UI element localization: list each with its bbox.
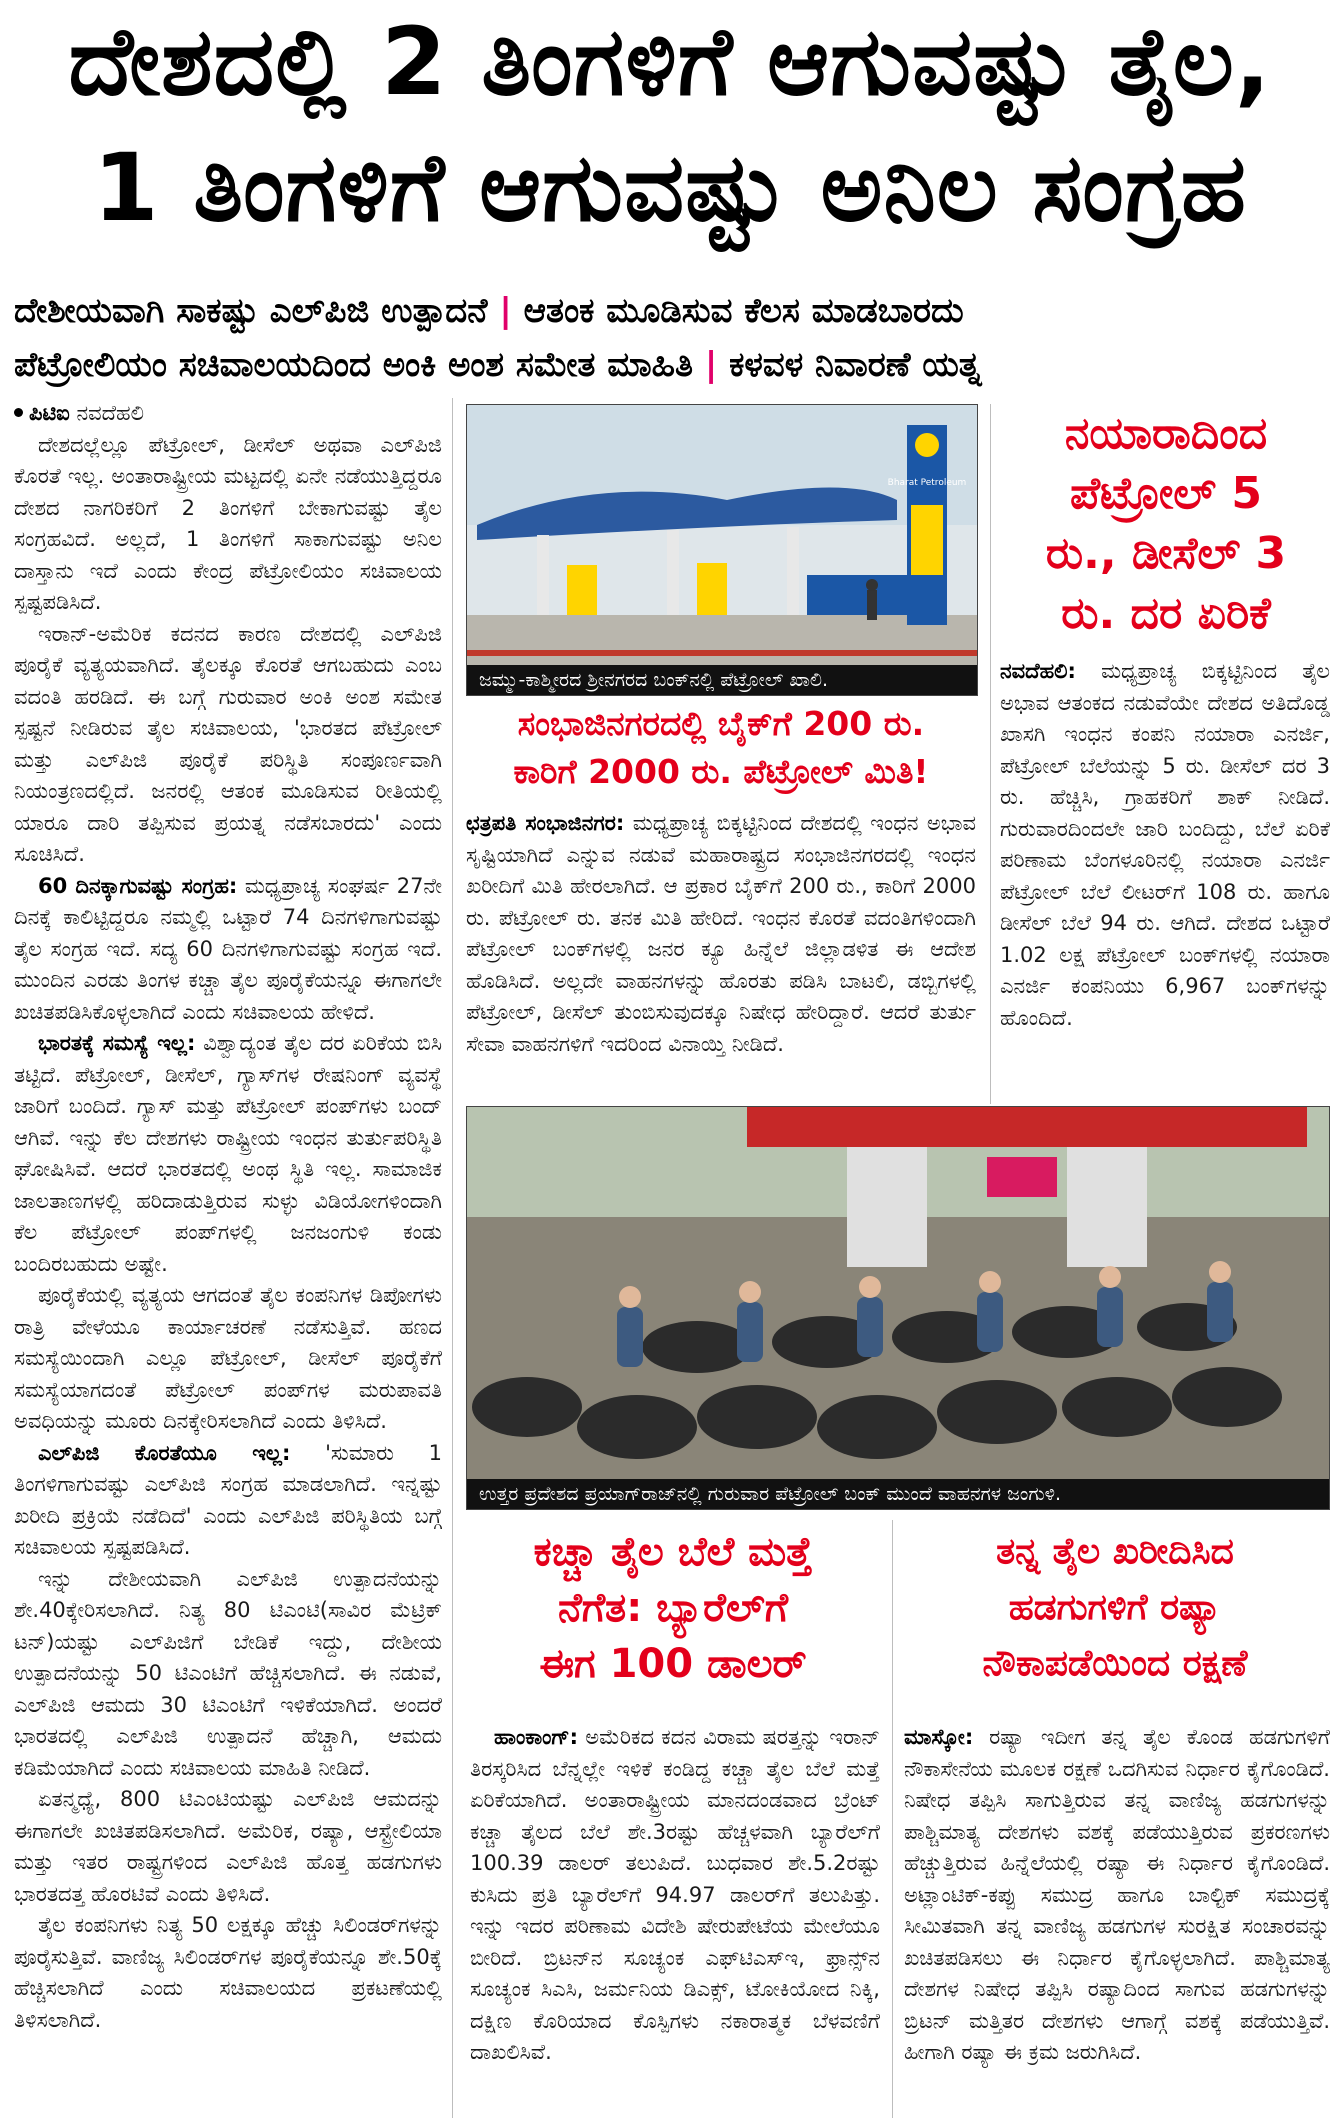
section-text: ಏತನ್ಮಧ್ಯೆ, 800 ಟಿಎಂಟಿಯಷ್ಟು ಎಲ್‌ಪಿಜಿ ಆಮದನ್ನು ಈಗಾಗಲೇ ಖಚಿತಪಡಿಸಲಾಗಿದೆ. ಅಮೆರಿಕ, ರಷ್ಯಾ, ಆಸ್ಟ್ರೇಲಿಯಾ ಮತ್ತು ಇತರ ರಾಷ್ಟ್ರಗಳಿಂದ ಎಲ್‌ಪಿಜಿ ಹೊತ್ತ ಹಡಗುಗಳು ಭಾರತದತ್ತ ಹೊರಟಿವೆ ಎಂದು ತಿಳಿಸಿದೆ. [14, 1787, 442, 1906]
crude-dateline: ಹಾಂಕಾಂಗ್: [494, 1725, 578, 1749]
crude-text: ಅಮೆರಿಕದ ಕದನ ವಿರಾಮ ಷರತ್ತನ್ನು ಇರಾನ್ ತಿರಸ್ಕರಿಸಿದ ಬೆನ್ನಲ್ಲೇ ಇಳಿಕೆ ಕಂಡಿದ್ದ ಕಚ್ಚಾ ತೈಲ ಬೆಲೆ ಮತ್ತೆ ಏರಿಕೆಯಾಗಿದೆ. ಅಂತಾರಾಷ್ಟ್ರೀಯ ಮಾನದಂಡವಾದ ಬ್ರೆಂಟ್ ಕಚ್ಚಾ ತೈಲದ ಬೆಲೆ ಶೇ.3ರಷ್ಟು ಹೆಚ್ಚಳವಾಗಿ ಬ್ಯಾರೆಲ್‌ಗೆ 100.39 ಡಾಲರ್ ತಲುಪಿದೆ. ಬುಧವಾರ ಶೇ.5.2ರಷ್ಟು ಕುಸಿದು ಪ್ರತಿ ಬ್ಯಾರೆಲ್‌ಗೆ 94.97 ಡಾಲರ್‌ಗೆ ತಲುಪಿತ್ತು. ಇನ್ನು ಇದರ ಪರಿಣಾಮ ವಿದೇಶಿ ಷೇರುಪೇಟೆಯ ಮೇಲೆಯೂ ಬೀರಿದೆ. ಬ್ರಿಟನ್‌ನ ಸೂಚ್ಯಂಕ ಎಫ್‌ಟಿಎಸ್‌ಇ, ಫ್ರಾನ್ಸ್‌ನ ಸೂಚ್ಯಂಕ ಸಿಎಸಿ, ಜರ್ಮನಿಯ ಡಿಎಕ್ಸ್, ಟೋಕಿಯೋದ ನಿಕ್ಕಿ, ದಕ್ಷಿಣ ಕೊರಿಯಾದ ಕೊಸ್ಪಿಗಳು ನಕಾರಾತ್ಮಕ ಬೆಳವಣಿಗೆ ದಾಖಲಿಸಿವೆ. [470, 1725, 880, 2064]
main-section-4 [14, 1438, 442, 1564]
section-text: 'ಸುಮಾರು 1 ತಿಂಗಳಿಗಾಗುವಷ್ಟು ಎಲ್‌ಪಿಜಿ ಸಂಗ್ರಹ ಮಾಡಲಾಗಿದೆ. ಇನ್ನಷ್ಟು ಖರೀದಿ ಪ್ರಕ್ರಿಯೆ ನಡೆದಿದೆ' ಎಂದು ಎಲ್‌ಪಿಜಿ ಪರಿಸ್ಥಿತಿಯ ಬಗ್ಗೆ ಸಚಿವಾಲಯ ಸ್ಪಷ್ಟಪಡಿಸಿದೆ. [14, 1440, 442, 1559]
subhead-1-right: ಆತಂಕ ಮೂಡಿಸುವ ಕೆಲಸ ಮಾಡಬಾರದು [523, 291, 964, 331]
section-text: ತೈಲ ಕಂಪನಿಗಳು ನಿತ್ಯ 50 ಲಕ್ಷಕ್ಕೂ ಹೆಚ್ಚು ಸಿಲಿಂಡರ್‌ಗಳನ್ನು ಪೂರೈಸುತ್ತಿವೆ. ವಾಣಿಜ್ಯ ಸಿಲಿಂಡರ್‌ಗಳ ಪೂರೈಕೆಯನ್ನೂ ಶೇ.50ಕ್ಕೆ ಹೆಚ್ಚಿಸಲಾಗಿದೆ ಎಂದು ಸಚಿವಾಲಯದ ಪ್ರಕಟಣೆಯಲ್ಲಿ ತಿಳಿಸಲಾಗಿದೆ. [14, 1913, 442, 2032]
russia-headline-line-2: ಹಡಗುಗಳಿಗೆ ರಷ್ಯಾ [1008, 1587, 1222, 1628]
column-divider [452, 398, 453, 2118]
petrol-pump-photo [466, 404, 978, 696]
section-text: ಪೂರೈಕೆಯಲ್ಲಿ ವ್ಯತ್ಯಯ ಆಗದಂತೆ ತೈಲ ಕಂಪನಿಗಳ ಡಿಪೋಗಳು ರಾತ್ರಿ ವೇಳೆಯೂ ಕಾರ್ಯಾಚರಣೆ ನಡೆಸುತ್ತಿವೆ. ಹಣದ ಸಮಸ್ಯೆಯಿಂದಾಗಿ ಎಲ್ಲೂ ಪೆಟ್ರೋಲ್, ಡೀಸೆಲ್ ಪೂರೈಕೆಗೆ ಸಮಸ್ಯೆಯಾಗದಂತೆ ಪೆಟ್ರೋಲ್ ಪಂಪ್‌ಗಳ ಮರುಪಾವತಿ ಅವಧಿಯನ್ನು ಮೂರು ದಿನಕ್ಕೇರಿಸಲಾಗಿದೆ ಎಂದು ತಿಳಿಸಿದೆ. [14, 1283, 442, 1433]
petrol-pump-illustration [467, 405, 977, 695]
headline-line-1: ದೇಶದಲ್ಲಿ 2 ತಿಂಗಳಿಗೆ ಆಗುವಷ್ಟು ತೈಲ, [68, 8, 1272, 117]
main-section-1 [14, 871, 442, 1029]
russia-headline-line-3: ನೌಕಾಪಡೆಯಿಂದ ರಕ್ಷಣೆ [982, 1643, 1248, 1684]
section-lead: ಎಲ್‌ಪಿಜಿ ಕೊರತೆಯೂ ಇಲ್ಲ: [38, 1440, 291, 1465]
pump-sign-label: Bharat Petroleum [887, 478, 967, 488]
nayara-story [1000, 656, 1330, 1096]
russia-headline-line-1: ತನ್ನ ತೈಲ ಖರೀದಿಸಿದ [996, 1531, 1234, 1572]
subhead-2-left: ಪೆಟ್ರೋಲಿಯಂ ಸಚಿವಾಲಯದಿಂದ ಅಂಕಿ ಅಂಶ ಸಮೇತ ಮಾಹಿತಿ [14, 345, 694, 385]
headline-line-2: 1 ತಿಂಗಳಿಗೆ ಆಗುವಷ್ಟು ಅನಿಲ ಸಂಗ್ರಹ [93, 134, 1247, 243]
column-divider [990, 404, 991, 1104]
main-section-7 [14, 1910, 442, 2036]
main-paragraph-2: ಇರಾನ್-ಅಮೆರಿಕ ಕದನದ ಕಾರಣ ದೇಶದಲ್ಲಿ ಎಲ್‌ಪಿಜಿ ಪೂರೈಕೆ ವ್ಯತ್ಯಯವಾಗಿದೆ. ತೈಲಕ್ಕೂ ಕೊರತೆ ಆಗಬಹುದು ಎಂಬ ವದಂತಿ ಹರಡಿದೆ. ಈ ಬಗ್ಗೆ ಗುರುವಾರ ಅಂಕಿ ಅಂಶ ಸಮೇತ ಸ್ಪಷ್ಟನೆ ನೀಡಿರುವ ತೈಲ ಸಚಿವಾಲಯ, 'ಭಾರತದ ಪೆಟ್ರೋಲ್ ಮತ್ತು ಎಲ್‌ಪಿಜಿ ಪೂರೈಕೆ ಪರಿಸ್ಥಿತಿ ಸಂಪೂರ್ಣವಾಗಿ ನಿಯಂತ್ರಣದಲ್ಲಿದೆ. ಜನರಲ್ಲಿ ಆತಂಕ ಮೂಡಿಸುವ ರೀತಿಯಲ್ಲಿ ಯಾರೂ ದಾರಿ ತಪ್ಪಿಸುವ ಪ್ರಯತ್ನ ನಡೆಸಬಾರದು' ಎಂದು ಸೂಚಿಸಿದೆ. [14, 621, 442, 866]
bike-queue-illustration [467, 1107, 1329, 1509]
nayara-headline [996, 404, 1336, 644]
section-text: ಇನ್ನು ದೇಶೀಯವಾಗಿ ಎಲ್‌ಪಿಜಿ ಉತ್ಪಾದನೆಯನ್ನು ಶೇ.40ಕ್ಕೇರಿಸಲಾಗಿದೆ. ನಿತ್ಯ 80 ಟಿಎಂಟಿ(ಸಾವಿರ ಮೆಟ್ರಿಕ್ ಟನ್)ಯಷ್ಟು ಎಲ್‌ಪಿಜಿಗೆ ಬೇಡಿಕೆ ಇದ್ದು, ದೇಶೀಯ ಉತ್ಪಾದನೆಯನ್ನು 50 ಟಿಎಂಟಿಗೆ ಹೆಚ್ಚಿಸಲಾಗಿದೆ. ಈ ನಡುವೆ, ಎಲ್‌ಪಿಜಿ ಆಮದು 30 ಟಿಎಂಟಿಗೆ ಇಳಿಕೆಯಾಗಿದೆ. ಅಂದರೆ ಭಾರತದಲ್ಲಿ ಎಲ್‌ಪಿಜಿ ಉತ್ಪಾದನೆ ಹೆಚ್ಚಾಗಿ, ಆಮದು ಕಡಿಮೆಯಾಗಿದೆ ಎಂದು ಸಚಿವಾಲಯ ಮಾಹಿತಿ ನೀಡಿದೆ. [14, 1566, 442, 1780]
subhead-separator: | [704, 345, 718, 385]
nayara-headline-line-1: ನಯಾರಾದಿಂದ [1064, 408, 1268, 459]
sambhaji-story [466, 808, 976, 1098]
section-lead: ಭಾರತಕ್ಕೆ ಸಮಸ್ಯೆ ಇಲ್ಲ: [38, 1031, 196, 1055]
sambhaji-headline-line-2: ಕಾರಿಗೆ 2000 ರು. ಪೆಟ್ರೋಲ್ ಮಿತಿ! [513, 752, 929, 791]
photo2-caption: ಉತ್ತರ ಪ್ರದೇಶದ ಪ್ರಯಾಗ್‌ರಾಜ್‌ನಲ್ಲಿ ಗುರುವಾರ ಪೆಟ್ರೋಲ್ ಬಂಕ್ ಮುಂದೆ ವಾಹನಗಳ ಜಂಗುಳಿ. [467, 1479, 1329, 1509]
crude-headline [466, 1524, 880, 1692]
main-section-2 [14, 1028, 442, 1280]
section-text: ಮಧ್ಯಪ್ರಾಚ್ಯ ಸಂಘರ್ಷ 27ನೇ ದಿನಕ್ಕೆ ಕಾಲಿಟ್ಟಿದ್ದರೂ ನಮ್ಮಲ್ಲಿ ಒಟ್ಟಾರೆ 74 ದಿನಗಳಿಗಾಗುವಷ್ಟು ತೈಲ ಸಂಗ್ರಹ ಇದೆ. ಸದ್ಯ 60 ದಿನಗಳಿಗಾಗುವಷ್ಟು ಸಂಗ್ರಹ ಇದೆ. ಮುಂದಿನ ಎರಡು ತಿಂಗಳ ಕಚ್ಚಾ ತೈಲ ಪೂರೈಕೆಯನ್ನೂ ಈಗಾಗಲೇ ಖಚಿತಪಡಿಸಿಕೊಳ್ಳಲಾಗಿದೆ ಎಂದು ಸಚಿವಾಲಯ ಹೇಳಿದೆ. [14, 873, 442, 1024]
subhead-row-2 [14, 340, 1330, 390]
crude-headline-line-1: ಕಚ್ಚಾ ತೈಲ ಬೆಲೆ ಮತ್ತೆ [533, 1529, 813, 1575]
agency: ಪಿಟಿಐ [29, 401, 70, 425]
russia-headline [900, 1524, 1330, 1692]
subhead-separator: | [499, 291, 512, 331]
byline-place: ನವದೆಹಲಿ [76, 401, 144, 425]
section-lead: 60 ದಿನಕ್ಕಾಗುವಷ್ಟು ಸಂಗ್ರಹ: [38, 873, 238, 898]
subhead-2-right: ಕಳವಳ ನಿವಾರಣೆ ಯತ್ನ [729, 345, 982, 385]
section-text: ವಿಶ್ವಾದ್ಯಂತ ತೈಲ ದರ ಏರಿಕೆಯ ಬಿಸಿ ತಟ್ಟಿದೆ. ಪೆಟ್ರೋಲ್, ಡೀಸೆಲ್, ಗ್ಯಾಸ್‌ಗಳ ರೇಷನಿಂಗ್ ವ್ಯವಸ್ಥೆ ಜಾರಿಗೆ ಬಂದಿದೆ. ಗ್ಯಾಸ್ ಮತ್ತು ಪೆಟ್ರೋಲ್ ಪಂಪ್‌ಗಳು ಬಂದ್ ಆಗಿವೆ. ಇನ್ನು ಕೆಲ ದೇಶಗಳು ರಾಷ್ಟ್ರೀಯ ಇಂಧನ ತುರ್ತುಪರಿಸ್ಥಿತಿ ಘೋಷಿಸಿವೆ. ಆದರೆ ಭಾರತದಲ್ಲಿ ಅಂಥ ಸ್ಥಿತಿ ಇಲ್ಲ. ಸಾಮಾಜಿಕ ಜಾಲತಾಣಗಳಲ್ಲಿ ಹರಿದಾಡುತ್ತಿರುವ ಸುಳ್ಳು ವಿಡಿಯೋಗಳಿಂದಾಗಿ ಕೆಲ ಪೆಟ್ರೋಲ್ ಪಂಪ್‌ಗಳಲ್ಲಿ ಜನಜಂಗುಳಿ ಕಂಡು ಬಂದಿರಬಹುದು ಅಷ್ಟೇ. [14, 1031, 442, 1276]
bike-queue-photo [466, 1106, 1330, 1510]
sambhaji-headline [466, 700, 976, 796]
column-divider [892, 1520, 893, 2118]
main-paragraph-1: ದೇಶದಲ್ಲೆಲ್ಲೂ ಪೆಟ್ರೋಲ್, ಡೀಸೆಲ್ ಅಥವಾ ಎಲ್‌ಪಿಜಿ ಕೊರತೆ ಇಲ್ಲ. ಅಂತಾರಾಷ್ಟ್ರೀಯ ಮಟ್ಟದಲ್ಲಿ ಏನೇ ನಡೆಯುತ್ತಿದ್ದರೂ ದೇಶದ ನಾಗರಿಕರಿಗೆ 2 ತಿಂಗಳಿಗೆ ಬೇಕಾಗುವಷ್ಟು ತೈಲ ಸಂಗ್ರಹವಿದೆ. ಅಲ್ಲದೆ, 1 ತಿಂಗಳಿಗೆ ಸಾಕಾಗುವಷ್ಟು ಅನಿಲ ದಾಸ್ತಾನು ಇದೆ ಎಂದು ಕೇಂದ್ರ ಪೆಟ್ರೋಲಿಯಂ ಸಚಿವಾಲಯ ಸ್ಪಷ್ಟಪಡಿಸಿದೆ. [14, 432, 442, 614]
main-section-3 [14, 1280, 442, 1438]
sambhaji-text: ಮಧ್ಯಪ್ರಾಚ್ಯ ಬಿಕ್ಕಟ್ಟಿನಿಂದ ದೇಶದಲ್ಲಿ ಇಂಧನ ಅಭಾವ ಸೃಷ್ಟಿಯಾಗಿದೆ ಎನ್ನುವ ನಡುವೆ ಮಹಾರಾಷ್ಟ್ರದ ಸಂಭಾಜಿನಗರದಲ್ಲಿ ಇಂಧನ ಖರೀದಿಗೆ ಮಿತಿ ಹೇರಲಾಗಿದೆ. ಆ ಪ್ರಕಾರ ಬೈಕ್‌ಗೆ 200 ರು., ಕಾರಿಗೆ 2000 ರು. ಪೆಟ್ರೋಲ್ ರು. ತನಕ ಮಿತಿ ಹೇರಿದೆ. ಇಂಧನ ಕೊರತೆ ವದಂತಿಗಳಿಂದಾಗಿ ಪೆಟ್ರೋಲ್ ಬಂಕ್‌ಗಳಲ್ಲಿ ಜನರ ಕ್ಯೂ ಹಿನ್ನೆಲೆ ಜಿಲ್ಲಾಡಳಿತ ಈ ಆದೇಶ ಹೊಡಿಸಿದೆ. ಅಲ್ಲದೇ ವಾಹನಗಳನ್ನು ಹೊರತು ಪಡಿಸಿ ಬಾಟಲಿ, ಡಬ್ಬಿಗಳಲ್ಲಿ ಪೆಟ್ರೋಲ್, ಡೀಸೆಲ್ ತುಂಬಿಸುವುದಕ್ಕೂ ನಿಷೇಧ ಹೇರಿದ್ದಾರೆ. ಆದರೆ ತುರ್ತು ಸೇವಾ ವಾಹನಗಳಿಗೆ ಇದರಿಂದ ವಿನಾಯ್ತಿ ನೀಡಿದೆ. [466, 811, 976, 1056]
nayara-dateline: ನವದೆಹಲಿ: [1000, 659, 1076, 683]
crude-story [470, 1722, 880, 2118]
main-section-5 [14, 1564, 442, 1785]
nayara-text: ಮಧ್ಯಪ್ರಾಚ್ಯ ಬಿಕ್ಕಟ್ಟಿನಿಂದ ತೈಲ ಅಭಾವ ಆತಂಕದ ನಡುವೆಯೇ ದೇಶದ ಅತಿದೊಡ್ಡ ಖಾಸಗಿ ಇಂಧನ ಕಂಪನಿ ನಯಾರಾ ಎನರ್ಜಿ, ಪೆಟ್ರೋಲ್ ಬೆಲೆಯನ್ನು 5 ರು. ಡೀಸೆಲ್ ದರ 3 ರು. ಹೆಚ್ಚಿಸಿ, ಗ್ರಾಹಕರಿಗೆ ಶಾಕ್ ನೀಡಿದೆ. ಗುರುವಾರದಿಂದಲೇ ಜಾರಿ ಬಂದಿದ್ದು, ಬೆಲೆ ಏರಿಕೆ ಪರಿಣಾಮ ಬೆಂಗಳೂರಿನಲ್ಲಿ ನಯಾರಾ ಎನರ್ಜಿ ಪೆಟ್ರೋಲ್ ಬೆಲೆ ಲೀಟರ್‌ಗೆ 108 ರು. ಹಾಗೂ ಡೀಸೆಲ್ ಬೆಲೆ 94 ರು. ಆಗಿದೆ. ದೇಶದ ಒಟ್ಟಾರೆ 1.02 ಲಕ್ಷ ಪೆಟ್ರೋಲ್ ಬಂಕ್‌ಗಳಲ್ಲಿ ನಯಾರಾ ಎನರ್ಜಿ ಕಂಪನಿಯು 6,967 ಬಂಕ್‌ಗಳನ್ನು ಹೊಂದಿದೆ. [1000, 659, 1330, 1030]
subhead-1-left: ದೇಶೀಯವಾಗಿ ಸಾಕಷ್ಟು ಎಲ್‌ಪಿಜಿ ಉತ್ಪಾದನೆ [14, 291, 488, 331]
subhead-row-1 [14, 286, 1330, 336]
nayara-headline-line-2: ಪೆಟ್ರೋಲ್ 5 [1070, 468, 1262, 519]
byline [14, 398, 442, 430]
russia-dateline: ಮಾಸ್ಕೋ: [904, 1725, 974, 1749]
main-story [14, 398, 442, 2118]
photo1-caption: ಜಮ್ಮು-ಕಾಶ್ಮೀರದ ಶ್ರೀನಗರದ ಬಂಕ್‌ನಲ್ಲಿ ಪೆಟ್ರೋಲ್ ಖಾಲಿ. [467, 665, 977, 695]
nayara-headline-line-3: ರು., ಡೀಸೆಲ್ 3 [1045, 528, 1287, 579]
nayara-headline-line-4: ರು. ದರ ಏರಿಕೆ [1061, 588, 1271, 639]
russia-story [904, 1722, 1330, 2118]
sambhaji-dateline: ಛತ್ರಪತಿ ಸಂಭಾಜಿನಗರ: [466, 811, 625, 835]
crude-headline-line-2: ನೆಗೆತ: ಬ್ಯಾರೆಲ್‌ಗೆ [557, 1585, 789, 1631]
crude-headline-line-3: ಈಗ 100 ಡಾಲರ್ [539, 1641, 807, 1687]
sambhaji-headline-line-1: ಸಂಭಾಜಿನಗರದಲ್ಲಿ ಬೈಕ್‌ಗೆ 200 ರು. [517, 704, 925, 743]
main-section-6 [14, 1784, 442, 1910]
bullet-icon [14, 408, 23, 417]
russia-text: ರಷ್ಯಾ ಇದೀಗ ತನ್ನ ತೈಲ ಕೊಂಡ ಹಡಗುಗಳಿಗೆ ನೌಕಾಸೇನೆಯ ಮೂಲಕ ರಕ್ಷಣೆ ಒದಗಿಸುವ ನಿರ್ಧಾರ ಕೈಗೊಂಡಿದೆ. ನಿಷೇಧ ತಪ್ಪಿಸಿ ಸಾಗುತ್ತಿರುವ ತನ್ನ ವಾಣಿಜ್ಯ ಹಡಗುಗಳನ್ನು ಪಾಶ್ಚಿಮಾತ್ಯ ದೇಶಗಳು ವಶಕ್ಕೆ ಪಡೆಯುತ್ತಿರುವ ಪ್ರಕರಣಗಳು ಹೆಚ್ಚುತ್ತಿರುವ ಹಿನ್ನೆಲೆಯಲ್ಲಿ ರಷ್ಯಾ ಈ ನಿರ್ಧಾರ ಕೈಗೊಂಡಿದೆ. ಅಟ್ಲಾಂಟಿಕ್-ಕಪ್ಪು ಸಮುದ್ರ ಹಾಗೂ ಬಾಲ್ಟಿಕ್ ಸಮುದ್ರಕ್ಕೆ ಸೀಮಿತವಾಗಿ ತನ್ನ ವಾಣಿಜ್ಯ ಹಡಗುಗಳ ಸುರಕ್ಷಿತ ಸಂಚಾರವನ್ನು ಖಚಿತಪಡಿಸಲು ಈ ನಿರ್ಧಾರ ಕೈಗೊಳ್ಳಲಾಗಿದೆ. ಪಾಶ್ಚಿಮಾತ್ಯ ದೇಶಗಳ ನಿಷೇಧ ತಪ್ಪಿಸಿ ರಷ್ಯಾದಿಂದ ಸಾಗುವ ಹಡಗುಗಳನ್ನು ಬ್ರಿಟನ್ ಮತ್ತಿತರ ದೇಶಗಳು ಆಗಾಗ್ಗೆ ವಶಕ್ಕೆ ಪಡೆಯುತ್ತಿವೆ. ಹೀಗಾಗಿ ರಷ್ಯಾ ಈ ಕ್ರಮ ಜರುಗಿಸಿದೆ. [904, 1725, 1330, 2064]
